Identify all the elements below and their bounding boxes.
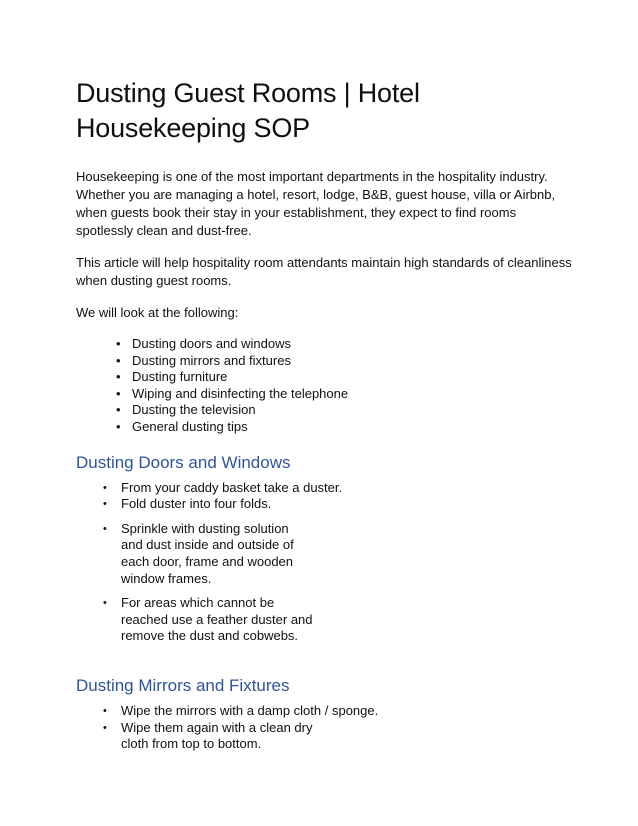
step-item: • Wipe the mirrors with a damp cloth / sponge. <box>103 703 441 720</box>
document-page <box>76 76 576 753</box>
steps-list <box>76 703 576 753</box>
steps-list <box>76 480 576 645</box>
step-item: • For areas which cannot be reached use a feather duster and remove the dust and cobwebs. <box>103 595 321 645</box>
intro-paragraph: Housekeeping is one of the most important departments in the hospitality industry. Whether you are managing a hotel, resort, lodge, B&B, guest house, villa or Airbnb, when guests book their stay in your establishment, they expect to find rooms spotlessly clean and dust-free. <box>76 169 556 238</box>
section-doors-windows <box>76 452 576 645</box>
topic-item: • Wiping and disinfecting the telephone <box>116 386 576 403</box>
step-item: • Sprinkle with dusting solution and dust inside and outside of each door, frame and wooden window frames. <box>103 521 301 587</box>
section-heading: Dusting Mirrors and Fixtures <box>76 675 290 695</box>
topic-item: • Dusting mirrors and fixtures <box>116 353 576 370</box>
step-item: • Wipe them again with a clean dry cloth from top to bottom. <box>103 720 321 753</box>
topic-item: • Dusting doors and windows <box>116 336 576 353</box>
topics-list <box>76 336 576 436</box>
topic-item: • General dusting tips <box>116 419 576 436</box>
step-item: • From your caddy basket take a duster. <box>103 480 441 497</box>
intro-paragraph: We will look at the following: <box>76 305 239 320</box>
page-title: Dusting Guest Rooms | Hotel Housekeeping SOP <box>76 78 420 143</box>
step-item: • Fold duster into four folds. <box>103 496 441 513</box>
topic-item: • Dusting furniture <box>116 369 576 386</box>
section-heading: Dusting Doors and Windows <box>76 452 291 472</box>
intro-paragraph: This article will help hospitality room attendants maintain high standards of cleanliness when dusting guest rooms. <box>76 255 572 288</box>
section-mirrors-fixtures <box>76 675 576 753</box>
topic-item: • Dusting the television <box>116 402 576 419</box>
